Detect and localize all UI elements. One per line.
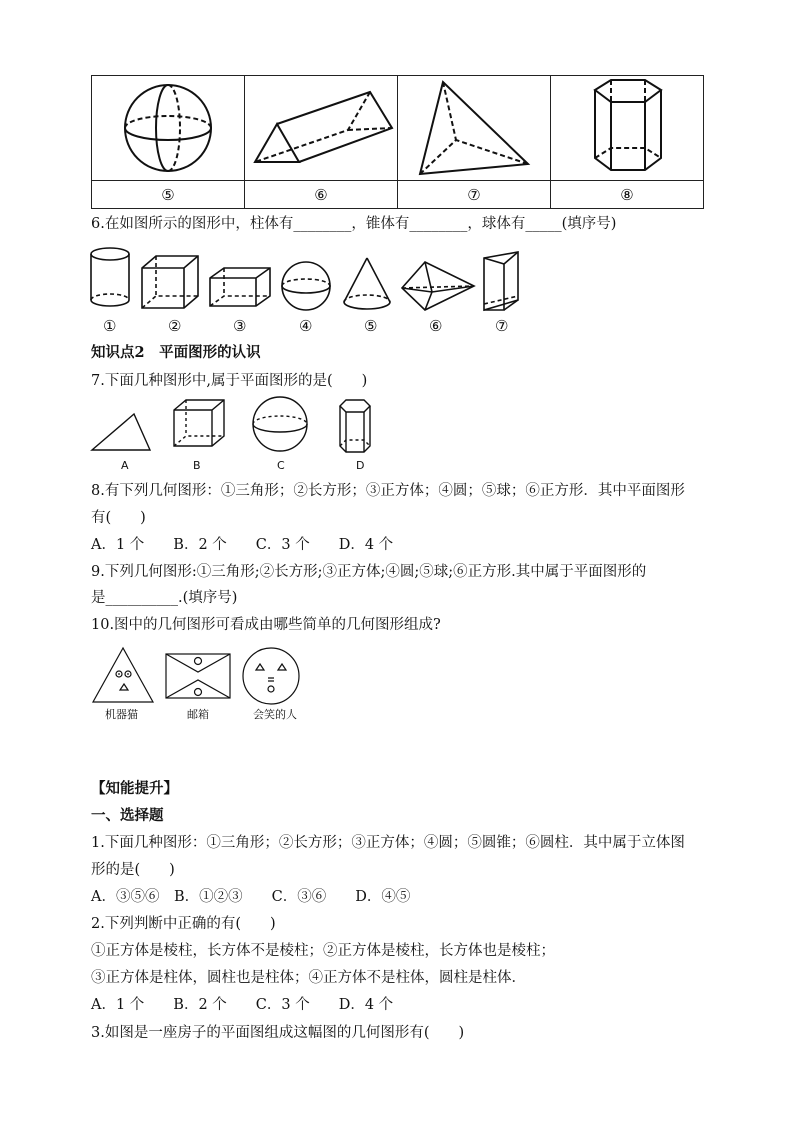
triangular-prism-figure — [245, 76, 398, 181]
tetrahedron-figure — [398, 76, 551, 181]
q6-label-1: ① — [103, 317, 117, 335]
q7-label-b: B — [193, 459, 201, 472]
problem-1-options: A．③⑤⑥ B．①②③ C．③⑥ D．④⑤ — [91, 889, 411, 905]
problem-3-text: 3.如图是一座房子的平面图组成这幅图的几何图形有( ) — [91, 1025, 465, 1041]
problem-2-line-3: ③正方体是柱体，圆柱也是柱体；④正方体不是柱体，圆柱是柱体． — [91, 970, 526, 986]
question-8-line-1: 8.有下列几何图形：①三角形；②长方形；③正方体；④圆；⑤球；⑥正方形．其中平面图形 — [91, 483, 685, 499]
question-9-line-1: 9.下列几何图形:①三角形;②长方形;③正方体;④圆;⑤球;⑥正方形.其中属于平面图形的 — [91, 564, 647, 580]
q6-label-3: ③ — [233, 317, 247, 335]
q10-caption-face: 会笑的人 — [253, 708, 297, 721]
question-7-text: 7.下面几种图形中,属于平面图形的是( ) — [91, 373, 368, 389]
question-8-options: A．1 个 B．2 个 C．3 个 D．4 个 — [91, 537, 394, 553]
question-10-text: 10.图中的几何图形可看成由哪些简单的几何图形组成? — [91, 617, 441, 633]
problem-2-line-1: 2.下列判断中正确的有( ) — [91, 916, 276, 932]
problem-2-options: A．1 个 B．2 个 C．3 个 D．4 个 — [91, 997, 394, 1013]
question-10-figures — [90, 646, 305, 706]
question-6-text: 6.在如图所示的图形中，柱体有________，锥体有________，球体有_____(填序号) — [91, 216, 617, 232]
section-upgrade-heading: 【知能提升】 — [91, 780, 178, 797]
q7-label-d: D — [356, 459, 365, 472]
table-label-6: ⑥ — [245, 181, 398, 209]
q6-label-4: ④ — [299, 317, 313, 335]
question-8-line-2: 有( ) — [91, 510, 146, 526]
section-choice-subheading: 一、选择题 — [91, 807, 164, 824]
problem-1-line-1: 1.下面几种图形：①三角形；②长方形；③正方体；④圆；⑤圆锥；⑥圆柱．其中属于立体图 — [91, 835, 685, 851]
problem-1-line-2: 形的是( ) — [91, 862, 175, 878]
q10-caption-cat: 机器猫 — [105, 708, 138, 721]
sphere-figure — [92, 76, 245, 181]
problem-2-line-2: ①正方体是棱柱，长方体不是棱柱；②正方体是棱柱，长方体也是棱柱； — [91, 943, 555, 959]
q7-label-c: C — [277, 459, 285, 472]
q6-label-6: ⑥ — [429, 317, 443, 335]
table-label-8: ⑧ — [551, 181, 704, 209]
question-9-line-2: 是__________.(填序号) — [91, 590, 238, 606]
section-2-heading: 知识点2 平面图形的认识 — [91, 344, 261, 361]
question-7-figures — [88, 396, 378, 456]
q6-label-5: ⑤ — [364, 317, 378, 335]
q7-label-a: A — [121, 459, 129, 472]
table-label-5: ⑤ — [92, 181, 245, 209]
q6-label-2: ② — [168, 317, 182, 335]
q6-label-7: ⑦ — [495, 317, 509, 335]
q10-caption-mailbox: 邮箱 — [187, 708, 209, 721]
table-label-7: ⑦ — [398, 181, 551, 209]
hexagonal-prism-figure — [551, 76, 704, 181]
solids-table — [91, 75, 704, 209]
question-6-figures — [84, 244, 544, 314]
